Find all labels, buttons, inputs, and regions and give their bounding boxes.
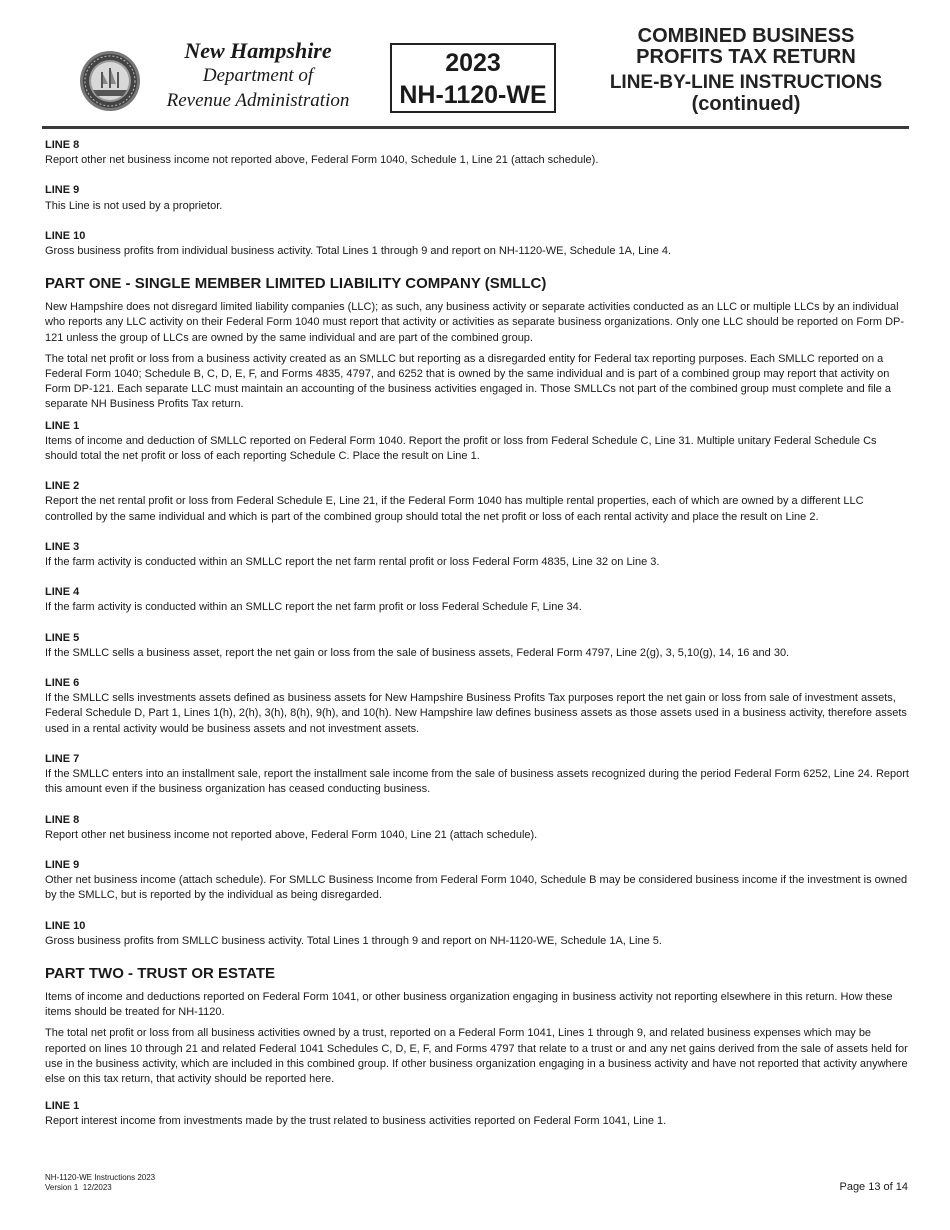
title-line-4: (continued): [691, 93, 801, 115]
page-header: [0, 0, 950, 130]
title-line-1: COMBINED BUSINESS: [637, 25, 855, 47]
part-one-line-item: [45, 419, 910, 465]
title-line-2: PROFITS TAX RETURN: [636, 46, 856, 68]
line-text: If the SMLLC sells a business asset, report the net gain or loss from the sale of business assets, Federal Form 4797, Line 2(g), 3, 5,10(g), 14, 16 and 30.: [45, 646, 790, 659]
line-text: Report other net business income not reported above, Federal Form 1040, Line 21 (attach schedule).: [45, 828, 538, 841]
part-two-heading: PART TWO - TRUST OR ESTATE: [45, 964, 275, 982]
part-one-line-item: [45, 752, 910, 798]
part-one-line-item: [45, 540, 910, 570]
line-text: If the farm activity is conducted within an SMLLC report the net farm profit or loss Federal Schedule F, Line 34.: [45, 601, 582, 614]
part-one-paragraph: The total net profit or loss from a business activity created as an SMLLC but reporting as a disregarded entity for Federal tax reporting purposes. Each SMLLC reported on a Federal Form 1040; Schedule B, C, D, E, F, and Forms 4835, 4797, and 6252 that is owned by the same individual and is part of a combined group may report that activity on Form DP-121. Each separate LLC must maintain an accounting of the business activities engaged in. Those SMLLCs not part of the combined group must complete and file a separate NH Business Profits Tax return.: [45, 352, 892, 411]
line-text: This Line is not used by a proprietor.: [45, 199, 223, 212]
part-one-line-item: [45, 858, 910, 904]
form-number: NH-1120-WE: [399, 81, 547, 109]
agency-division: Revenue Administration: [166, 90, 350, 111]
part-two-line-item: [45, 1099, 910, 1129]
line-text: Items of income and deduction of SMLLC reported on Federal Form 1040. Report the profit or loss from Federal Schedule C, Line 31. Multiple unitary Federal Schedule Cs should total the net profit or loss of each reporting Schedule C. Place the result on Line 1.: [45, 434, 877, 463]
footer-version: Version 1 12/2023: [45, 1183, 112, 1192]
part-one-line-item: [45, 676, 910, 737]
part-one-line-item: [45, 813, 910, 843]
intro-line-item: [45, 183, 910, 213]
state-seal-icon: [79, 50, 141, 112]
line-label: LINE 9: [45, 858, 80, 871]
line-label: LINE 10: [45, 919, 86, 932]
line-label: LINE 9: [45, 184, 80, 197]
part-one-line-item: [45, 631, 910, 661]
footer-doc-name: NH-1120-WE Instructions 2023: [45, 1173, 156, 1182]
line-label: LINE 5: [45, 631, 80, 644]
line-text: Gross business profits from SMLLC business activity. Total Lines 1 through 9 and report on NH-1120-WE, Schedule 1A, Line 5.: [45, 934, 662, 947]
line-text: If the SMLLC enters into an installment sale, report the installment sale income from the sale of business assets recognized during the period Federal Form 6252, Line 24. Report this amount even if the business organization has ceased conducting business.: [45, 768, 909, 796]
line-label: LINE 1: [45, 1100, 80, 1113]
form-year: 2023: [445, 49, 501, 77]
instructions-body: [45, 138, 910, 1145]
agency-state: New Hampshire: [184, 38, 332, 63]
line-label: LINE 6: [45, 677, 80, 690]
part-two-paragraph: The total net profit or loss from all business activities owned by a trust, reported on a Federal Form 1041, Lines 1 through 9, and related business expenses which may be reported on lines 10 through 21 and related Federal 1041 Schedules C, D, E, F, and Forms 4797 that relate to a trust or and any net gains derived from the sale of assets held for use in the business activity, which are included in this combined group. If other business organization engaging in a business activity and have not reported that activity anywhere else on this tax return, that activity should be reported here.: [45, 1027, 908, 1085]
part-one-line-item: [45, 479, 910, 525]
line-label: LINE 1: [45, 419, 80, 432]
part-two-paragraph: Items of income and deductions reported on Federal Form 1041, or other business organization engaging in business activity not reporting elsewhere in this return. How these items should be treated for NH-1120.: [45, 990, 893, 1019]
line-label: LINE 8: [45, 139, 80, 151]
agency-department: Department of: [202, 65, 314, 86]
line-label: LINE 2: [45, 480, 80, 493]
line-text: Report the net rental profit or loss from Federal Schedule E, Line 21, if the Federal Form 1040 has multiple rental properties, each of which are owned by a different LLC controlled by the same individual and which is part of the combined group should total the net profit or loss of each rental activity and place the result on Line 2.: [45, 495, 864, 523]
line-text: Report interest income from investments made by the trust related to business activities reported on Federal Form 1041, Line 1.: [45, 1115, 667, 1128]
line-label: LINE 10: [45, 229, 86, 242]
title-line-3: LINE-BY-LINE INSTRUCTIONS: [609, 72, 883, 93]
line-text: Other net business income (attach schedule). For SMLLC Business Income from Federal Form 1040, Schedule B may be considered business income if the investment is owned by the SMLLC, but is reported by the individual as being disregarded.: [45, 874, 908, 902]
line-label: LINE 7: [45, 752, 80, 765]
intro-line-item: [45, 229, 910, 259]
part-one-heading: PART ONE - SINGLE MEMBER LIMITED LIABILITY COMPANY (SMLLC): [45, 275, 547, 293]
intro-line-item: [45, 138, 910, 168]
part-one-line-item: [45, 585, 910, 615]
line-label: LINE 8: [45, 813, 80, 826]
part-one-paragraph: New Hampshire does not disregard limited liability companies (LLC); as such, any business activity or separate activities conducted as an LLC or multiple LLCs by an individual who reports any LLC activity on their Federal Form 1040 must report that activity or activities as separate business organizations. Only one LLC should be reported on Form DP-121 unless the group of LLCs are owned by the same individual and are part of the combined group.: [45, 301, 905, 344]
page-number: Page 13 of 14: [839, 1181, 908, 1193]
document-title: [588, 26, 904, 115]
line-text: Gross business profits from individual business activity. Total Lines 1 through 9 and report on NH-1120-WE, Schedule 1A, Line 4.: [45, 245, 672, 258]
part-one-line-item: [45, 919, 910, 949]
agency-name: [150, 38, 366, 113]
footer-document-info: [45, 1173, 155, 1193]
header-divider: [42, 126, 909, 129]
line-text: If the farm activity is conducted within an SMLLC report the net farm rental profit or loss Federal Form 4835, Line 32 on Line 3.: [45, 556, 660, 569]
line-label: LINE 3: [45, 540, 80, 553]
line-text: If the SMLLC sells investments assets defined as business assets for New Hampshire Business Profits Tax purposes report the net gain or loss from sale of investment assets, Federal Schedule D, Part 1, Lines 1(h), 2(h), 3(h), 8(h), 9(h), and 10(h). New Hampshire law defines business assets as those assets used in a business activity, therefore assets used in a rental activity would be business assets and not investment assets.: [45, 692, 907, 735]
line-label: LINE 4: [45, 586, 80, 599]
line-text: Report other net business income not reported above, Federal Form 1040, Schedule 1, Line 21 (attach schedule).: [45, 154, 599, 167]
form-id-box: [390, 43, 556, 113]
